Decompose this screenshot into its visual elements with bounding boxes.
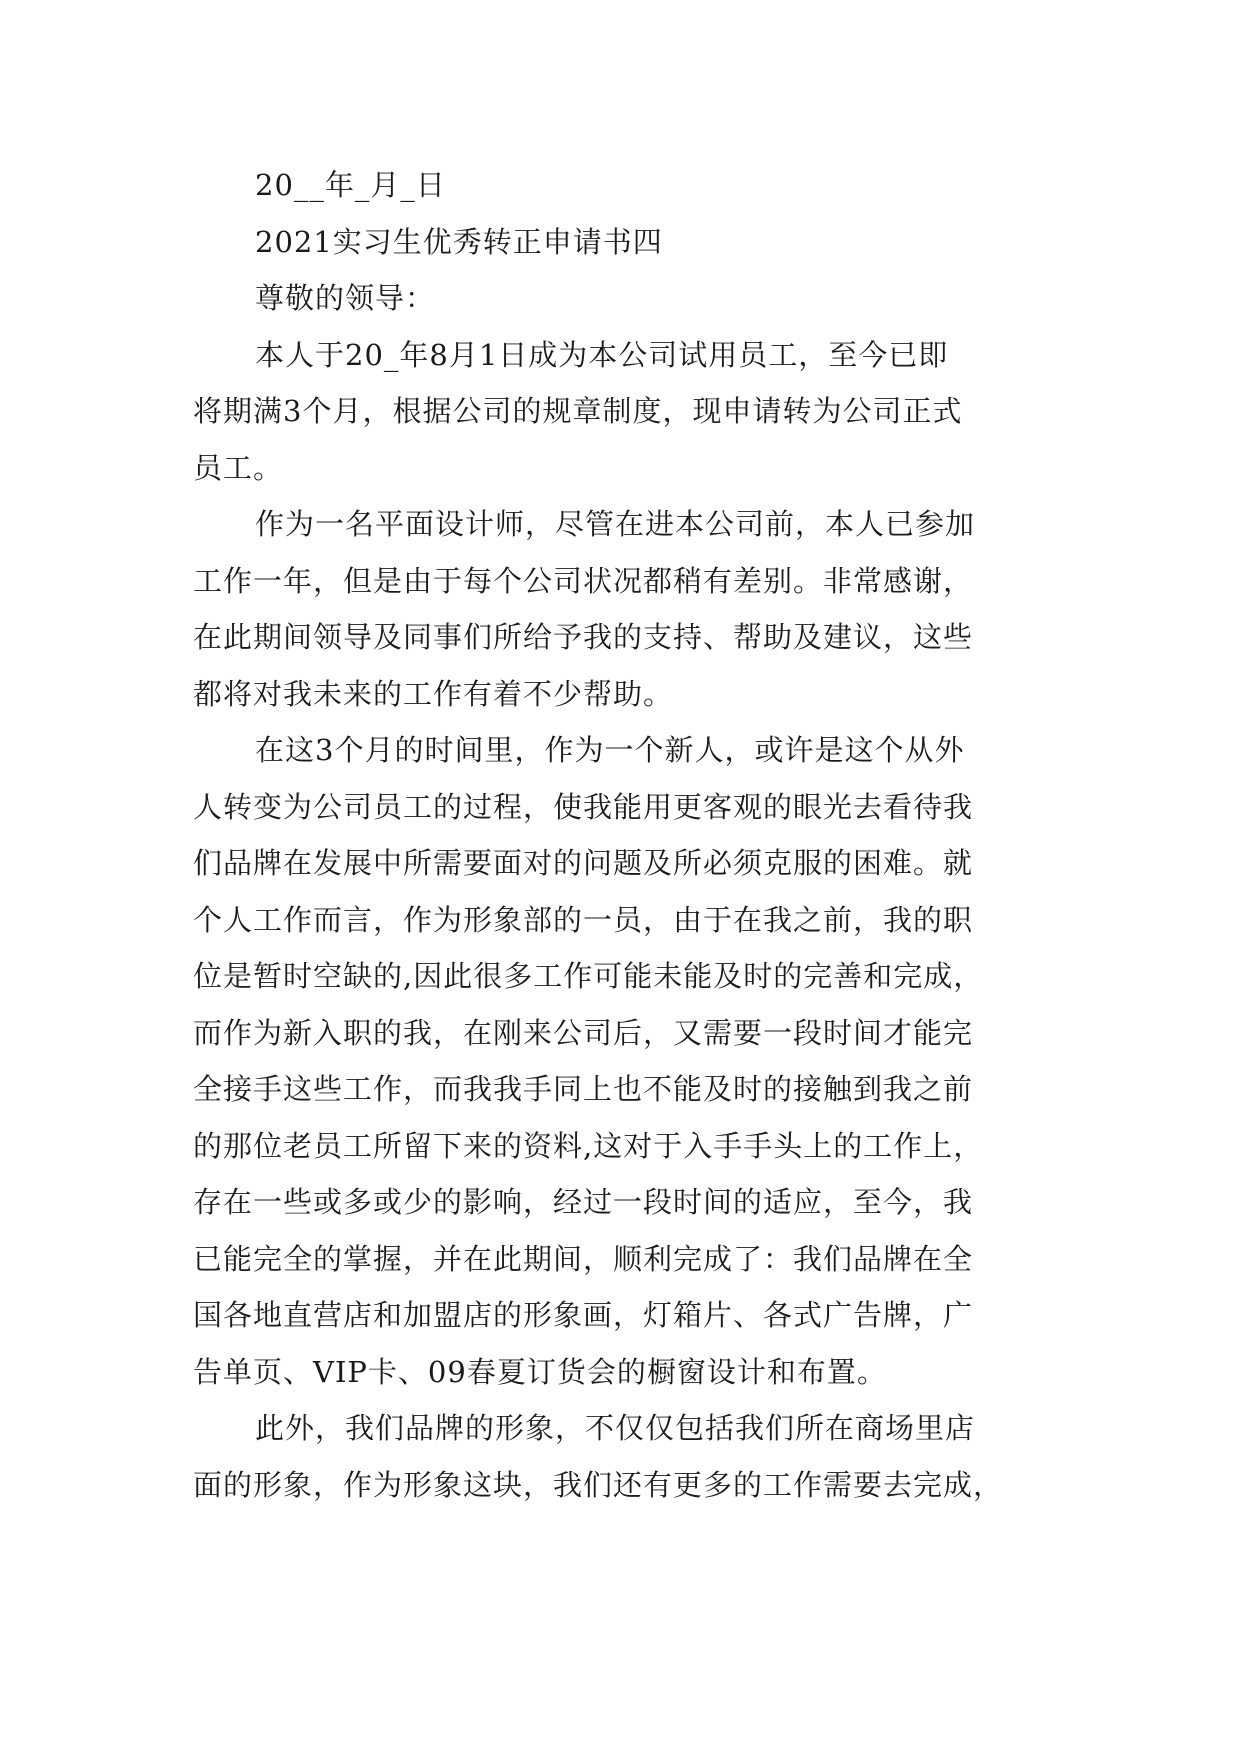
paragraph-line: 存在一些或多或少的影响，经过一段时间的适应，至今，我	[193, 1185, 974, 1219]
paragraph-line: 面的形象，作为形象这块，我们还有更多的工作需要去完成，	[193, 1467, 1004, 1502]
paragraph-line: 将期满3个月，根据公司的规章制度，现申请转为公司正式	[193, 394, 963, 428]
paragraph-line: 工作一年，但是由于每个公司状况都稍有差别。非常感谢，	[193, 563, 974, 598]
paragraph-line: 国各地直营店和加盟店的形象画，灯箱片、各式广告牌，广	[193, 1298, 974, 1332]
salutation: 尊敬的领导：	[255, 281, 436, 315]
paragraph-line: 个人工作而言，作为形象部的一员，由于在我之前，我的职	[193, 902, 974, 937]
paragraph-line: 都将对我未来的工作有着不少帮助。	[193, 676, 674, 711]
paragraph-1	[193, 327, 1065, 497]
paragraph-line: 位是暂时空缺的,因此很多工作可能未能及时的完善和完成，	[193, 959, 984, 993]
paragraph-line: 此外，我们品牌的形象，不仅仅包括我们所在商场里店	[255, 1411, 976, 1445]
paragraph-line: 员工。	[193, 450, 284, 485]
paragraph-line: 们品牌在发展中所需要面对的问题及所必须克服的困难。就	[193, 846, 974, 880]
paragraph-line: 作为一名平面设计师，尽管在进本公司前，本人已参加	[255, 507, 976, 541]
paragraph-line: 本人于20_年8月1日成为本公司试用员工，至今已即	[255, 337, 949, 372]
paragraph-3	[193, 722, 1065, 1400]
paragraph-4	[193, 1400, 1065, 1513]
document-body	[193, 157, 1065, 1513]
paragraph-line: 人转变为公司员工的过程，使我能用更客观的眼光去看待我	[193, 789, 974, 824]
paragraph-line: 全接手这些工作，而我我手同上也不能及时的接触到我之前	[193, 1072, 974, 1106]
paragraph-line: 的那位老员工所留下来的资料,这对于入手手头上的工作上，	[193, 1128, 984, 1163]
document-heading: 2021实习生优秀转正申请书四	[255, 224, 663, 259]
paragraph-line: 在此期间领导及同事们所给予我的支持、帮助及建议，这些	[193, 620, 974, 654]
paragraph-2	[193, 496, 1065, 722]
date-line: 20__年_月_日	[255, 168, 446, 202]
paragraph-line: 告单页、VIP卡、09春夏订货会的橱窗设计和布置。	[193, 1354, 887, 1389]
paragraph-line: 而作为新入职的我，在刚来公司后，又需要一段时间才能完	[193, 1015, 974, 1050]
paragraph-line: 已能完全的掌握，并在此期间，顺利完成了：我们品牌在全	[193, 1241, 974, 1276]
paragraph-line: 在这3个月的时间里，作为一个新人，或许是这个从外	[255, 733, 965, 767]
